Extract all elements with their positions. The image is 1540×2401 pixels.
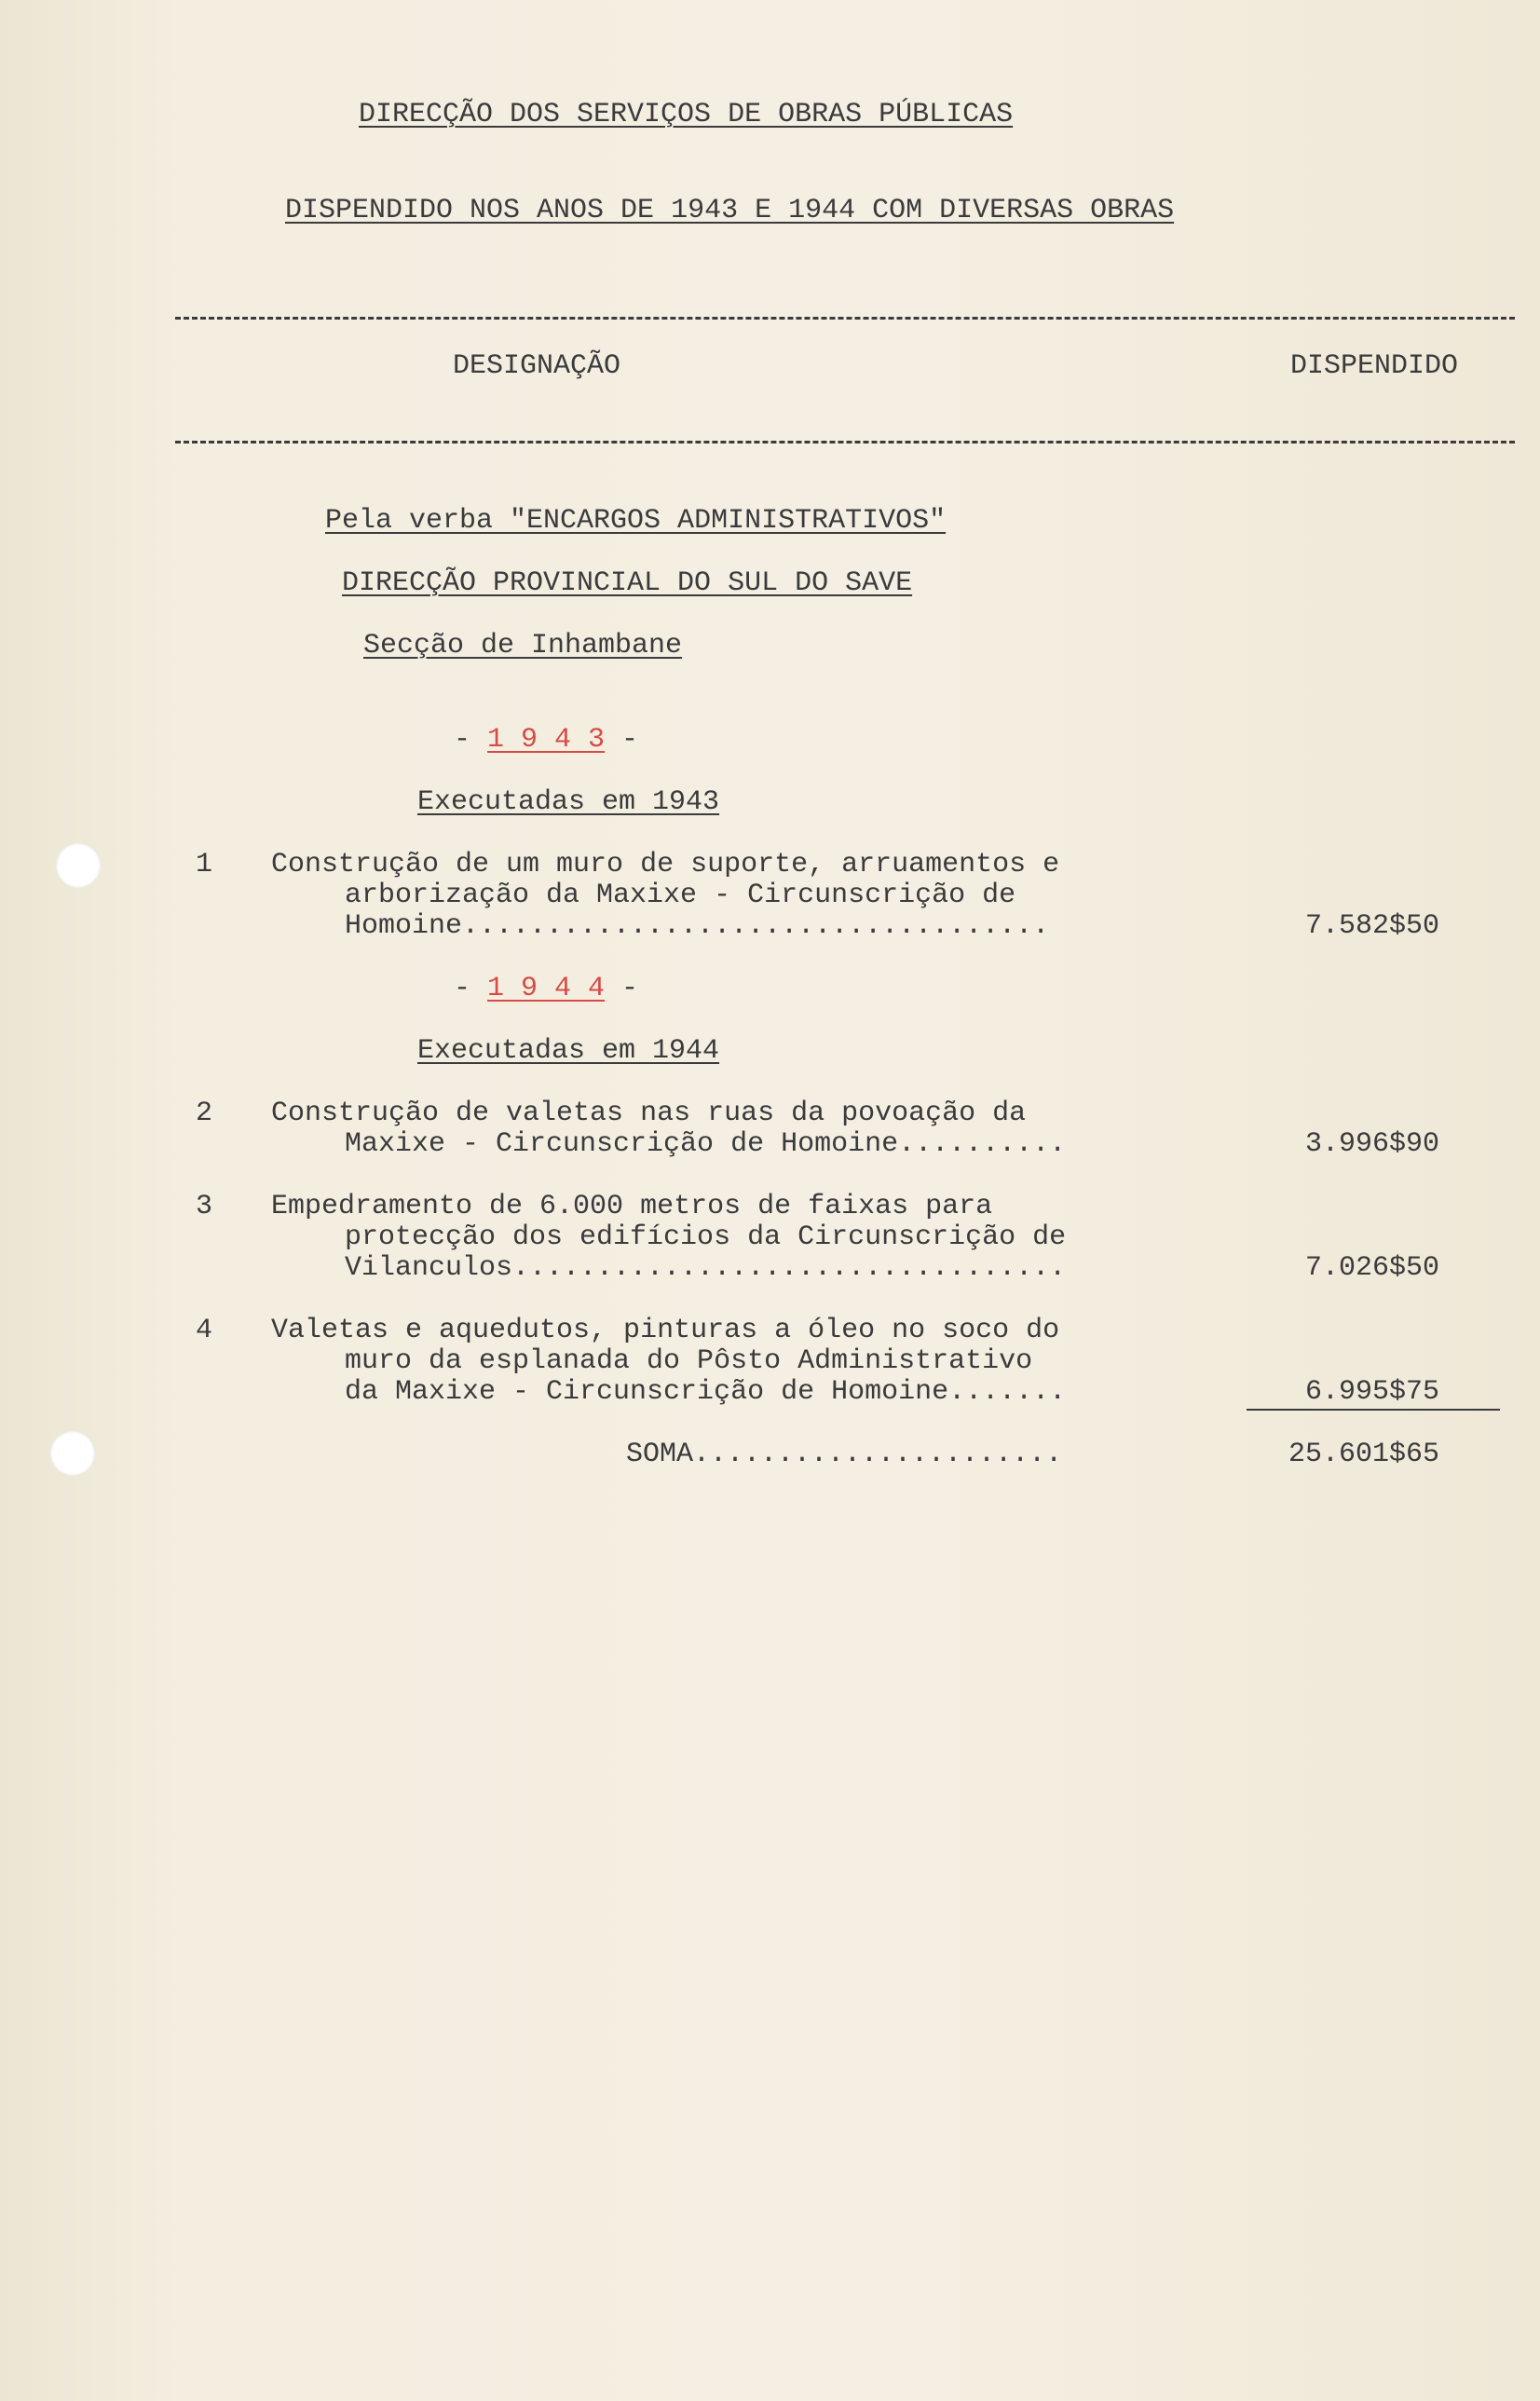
item-line: Construção de valetas nas ruas da povoação da [271, 1098, 1027, 1129]
item-line: Homoine................................... [345, 910, 1050, 942]
item-line: arborização da Maxixe - Circunscrição de [345, 880, 1016, 911]
header-bottom-rule [175, 441, 1515, 443]
punch-hole [56, 843, 101, 888]
item-line: protecção dos edifícios da Circunscrição de [345, 1221, 1067, 1253]
verba-heading: Pela verba "ENCARGOS ADMINISTRATIVOS" [325, 505, 947, 537]
item-line: Construção de um muro de suporte, arruamentos e [271, 849, 1060, 880]
item-line: muro da esplanada do Pôsto Administrativo [345, 1345, 1033, 1377]
item-line: Vilanculos................................. [345, 1252, 1067, 1284]
header-top-rule [175, 317, 1515, 320]
executadas-1943: Executadas em 1943 [417, 786, 720, 818]
item-number: 2 [196, 1098, 213, 1129]
seccao-heading: Secção de Inhambane [363, 630, 683, 662]
year-1944-heading: - 1 9 4 4 - [454, 973, 639, 1004]
document-title: DIRECÇÃO DOS SERVIÇOS DE OBRAS PÚBLICAS [359, 99, 1014, 130]
punch-hole [50, 1431, 95, 1476]
item-line: da Maxixe - Circunscrição de Homoine....... [345, 1376, 1067, 1408]
item-amount: 7.026$50 [1304, 1252, 1439, 1284]
executadas-1944: Executadas em 1944 [417, 1035, 720, 1067]
item-amount: 6.995$75 [1304, 1376, 1439, 1408]
item-line: Valetas e aquedutos, pinturas a óleo no soco do [271, 1315, 1060, 1346]
total-label: SOMA...................... [626, 1439, 1063, 1470]
item-line: Empedramento de 6.000 metros de faixas para [271, 1191, 993, 1222]
total-amount: 25.601$65 [1288, 1439, 1439, 1470]
column-spent: DISPENDIDO [1290, 350, 1459, 382]
direction-heading: DIRECÇÃO PROVINCIAL DO SUL DO SAVE [342, 567, 913, 599]
column-designation: DESIGNAÇÃO [453, 350, 621, 382]
item-number: 1 [196, 849, 213, 880]
year-1944-digits: 1 9 4 4 [487, 973, 606, 1004]
item-number: 3 [196, 1191, 213, 1222]
sum-rule [1247, 1409, 1500, 1411]
year-1943-digits: 1 9 4 3 [487, 724, 606, 756]
year-1943-heading: - 1 9 4 3 - [454, 724, 639, 756]
document-subtitle: DISPENDIDO NOS ANOS DE 1943 E 1944 COM DIVERSAS OBRAS [285, 195, 1175, 226]
item-amount: 7.582$50 [1304, 910, 1439, 942]
item-number: 4 [196, 1315, 213, 1346]
item-line: Maxixe - Circunscrição de Homoine.......... [345, 1128, 1067, 1160]
item-amount: 3.996$90 [1304, 1128, 1439, 1160]
